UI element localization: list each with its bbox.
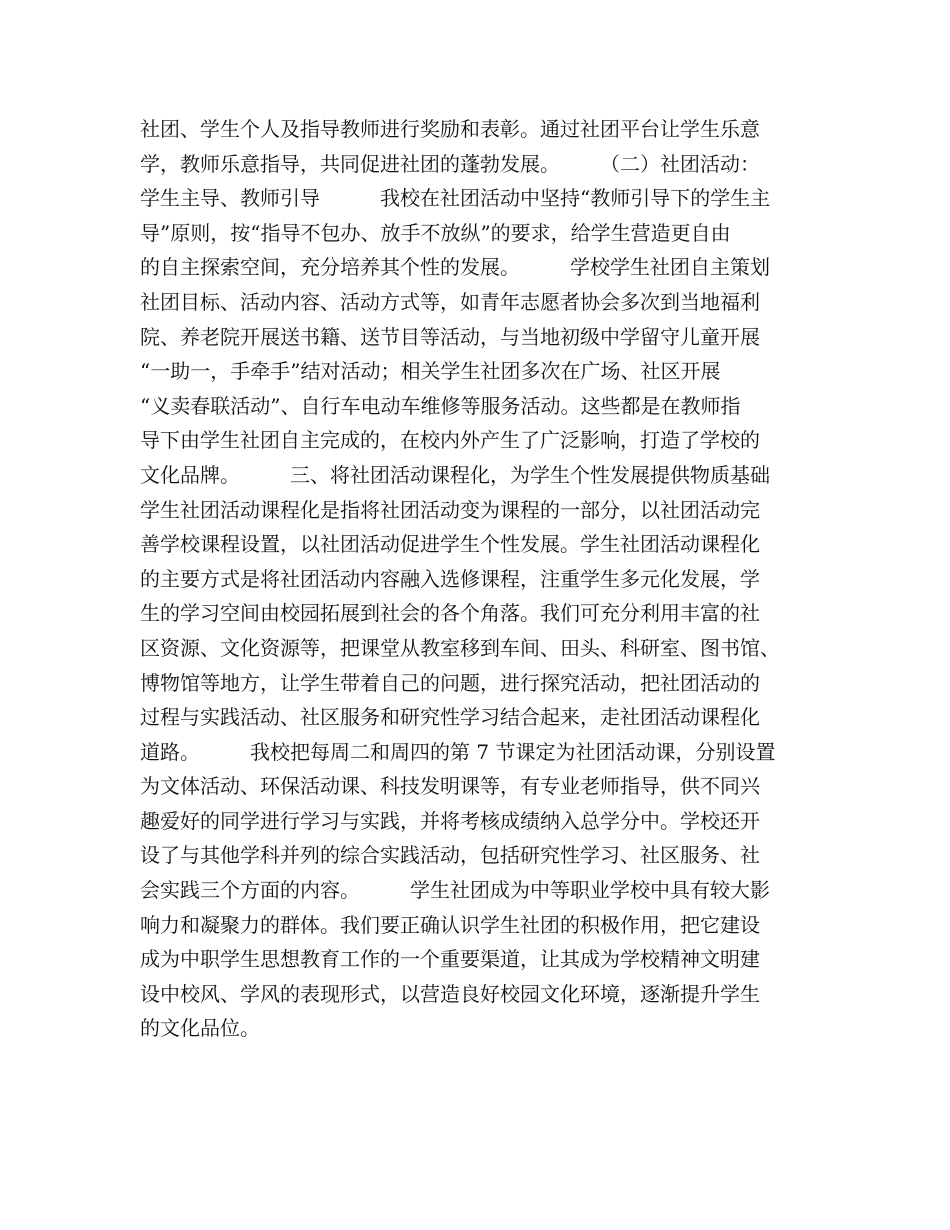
text-line: 善学校课程设置，以社团活动促进学生个性发展。学生社团活动课程化 <box>140 532 760 557</box>
text-line: 博物馆等地方，让学生带着自己的问题，进行探究活动，把社团活动的 <box>140 670 760 695</box>
text-line: 学生社团活动课程化是指将社团活动变为课程的一部分，以社团活动完 <box>140 497 760 522</box>
text-line: 设了与其他学科并列的综合实践活动，包括研究性学习、社区服务、社 <box>140 843 760 868</box>
text-line: 道路。 我校把每周二和周四的第 7 节课定为社团活动课，分别设置 <box>140 739 776 764</box>
body-text <box>140 112 830 1046</box>
text-line: 区资源、文化资源等，把课堂从教室移到车间、田头、科研室、图书馆、 <box>140 635 780 660</box>
text-line: 趣爱好的同学进行学习与实践，并将考核成绩纳入总学分中。学校还开 <box>140 808 760 833</box>
text-line: “一助一，手牵手”结对活动；相关学生社团多次在广场、社区开展 <box>140 359 721 384</box>
text-line: 的主要方式是将社团活动内容融入选修课程，注重学生多元化发展，学 <box>140 566 760 591</box>
text-line: 设中校风、学风的表现形式，以营造良好校园文化环境，逐渐提升学生 <box>140 981 760 1006</box>
text-line: 响力和凝聚力的群体。我们要正确认识学生社团的积极作用，把它建设 <box>140 912 760 937</box>
text-line: 过程与实践活动、社区服务和研究性学习结合起来，走社团活动课程化 <box>140 705 760 730</box>
text-line: 生的学习空间由校园拓展到社会的各个角落。我们可充分利用丰富的社 <box>140 601 760 626</box>
text-line: 的自主探索空间，充分培养其个性的发展。 学校学生社团自主策划 <box>140 255 770 280</box>
text-line: 会实践三个方面的内容。 学生社团成为中等职业学校中具有较大影 <box>140 878 770 903</box>
text-line: 为文体活动、环保活动课、科技发明课等，有专业老师指导，供不同兴 <box>140 774 760 799</box>
text-line: 导”原则，按“指导不包办、放手不放纵”的要求，给学生营造更自由 <box>140 220 731 245</box>
text-line: 文化品牌。 三、将社团活动课程化，为学生个性发展提供物质基础 <box>140 462 770 487</box>
text-line: 社团目标、活动内容、活动方式等，如青年志愿者协会多次到当地福利 <box>140 289 760 314</box>
text-line: “义卖春联活动”、自行车电动车维修等服务活动。这些都是在教师指 <box>140 393 741 418</box>
text-line: 成为中职学生思想教育工作的一个重要渠道，让其成为学校精神文明建 <box>140 947 760 972</box>
text-line: 学，教师乐意指导，共同促进社团的蓬勃发展。 （二）社团活动： <box>140 151 760 176</box>
text-line: 社团、学生个人及指导教师进行奖励和表彰。通过社团平台让学生乐意 <box>140 117 760 141</box>
text-line: 学生主导、教师引导 我校在社团活动中坚持“教师引导下的学生主 <box>140 186 771 211</box>
text-line: 院、养老院开展送书籍、送节目等活动，与当地初级中学留守儿童开展 <box>140 324 760 349</box>
text-line: 的文化品位。 <box>140 1016 260 1041</box>
text-line: 导下由学生社团自主完成的，在校内外产生了广泛影响，打造了学校的 <box>140 428 760 453</box>
